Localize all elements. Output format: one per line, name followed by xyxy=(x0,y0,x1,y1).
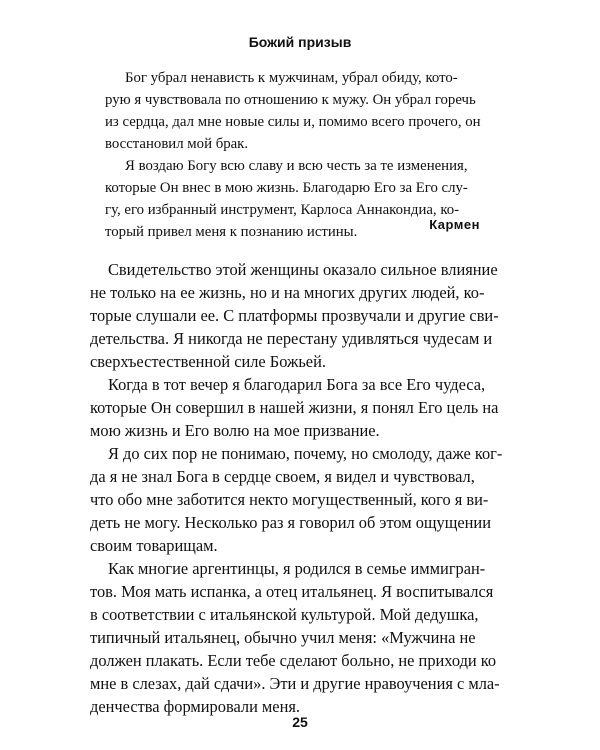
quote-line: торый привел меня к познанию истины. xyxy=(105,224,358,240)
body-line: мою жизнь и Его волю на мое призвание. xyxy=(90,421,380,440)
body-line: торые слушали ее. С платформы прозвучали и другие сви- xyxy=(90,306,499,325)
quote-line: гу, его избранный инструмент, Карлоса Аннакондиа, ко- xyxy=(105,202,460,218)
body-line: типичный итальянец, обычно учил меня: «Мужчина не xyxy=(90,628,476,647)
body-line: детельства. Я никогда не перестану удивляться чудесам и xyxy=(90,329,493,348)
body-line: мне в слезах, дай сдачи». Эти и другие нравоучения с мла- xyxy=(90,674,500,693)
body-line: что обо мне заботится некто могущественный, кого я ви- xyxy=(90,490,489,509)
quote-line: Я воздаю Богу всю славу и всю честь за те изменения, xyxy=(125,158,468,174)
quote-signature: Кармен xyxy=(429,217,480,232)
page-header-title: Божий призыв xyxy=(248,34,352,50)
body-line: не только на ее жизнь, но и на многих других людей, ко- xyxy=(90,283,485,302)
quote-line: которые Он внес в мою жизнь. Благодарю Его за Его слу- xyxy=(105,180,468,196)
body-line: деть не могу. Несколько раз я говорил об этом ощущении xyxy=(90,513,491,532)
body-line: должен плакать. Если тебе сделают больно, не приходи ко xyxy=(90,651,497,670)
body-line: тов. Моя мать испанка, а отец итальянец. Я воспитывался xyxy=(90,582,494,601)
quote-line: из сердца, дал мне новые силы и, помимо всего прочего, он xyxy=(105,114,481,130)
body-line: денчества формировали меня. xyxy=(90,697,300,716)
body-line: Я до сих пор не понимаю, почему, но смолоду, даже ког- xyxy=(108,444,503,463)
body-line: Когда в тот вечер я благодарил Бога за все Его чудеса, xyxy=(108,375,486,394)
body-line: которые Он совершил в нашей жизни, я понял Его цель на xyxy=(90,398,499,417)
quote-line: рую я чувствовала по отношению к мужу. Он убрал горечь xyxy=(105,92,476,108)
body-line: да я не знал Бога в сердце своем, я видел и чувствовал, xyxy=(90,467,475,486)
page-number: 25 xyxy=(292,714,308,730)
body-line: Свидетельство этой женщины оказало сильное влияние xyxy=(108,260,498,279)
quote-line: восстановил мой брак. xyxy=(105,136,249,152)
body-line: своим товарищам. xyxy=(90,536,218,555)
body-line: Как многие аргентинцы, я родился в семье иммигран- xyxy=(108,559,486,578)
body-line: в соответствии с итальянской культурой. Мой дедушка, xyxy=(90,605,479,624)
body-line: сверхъестественной силе Божьей. xyxy=(90,352,326,371)
quote-line: Бог убрал ненависть к мужчинам, убрал обиду, кото- xyxy=(125,70,458,86)
